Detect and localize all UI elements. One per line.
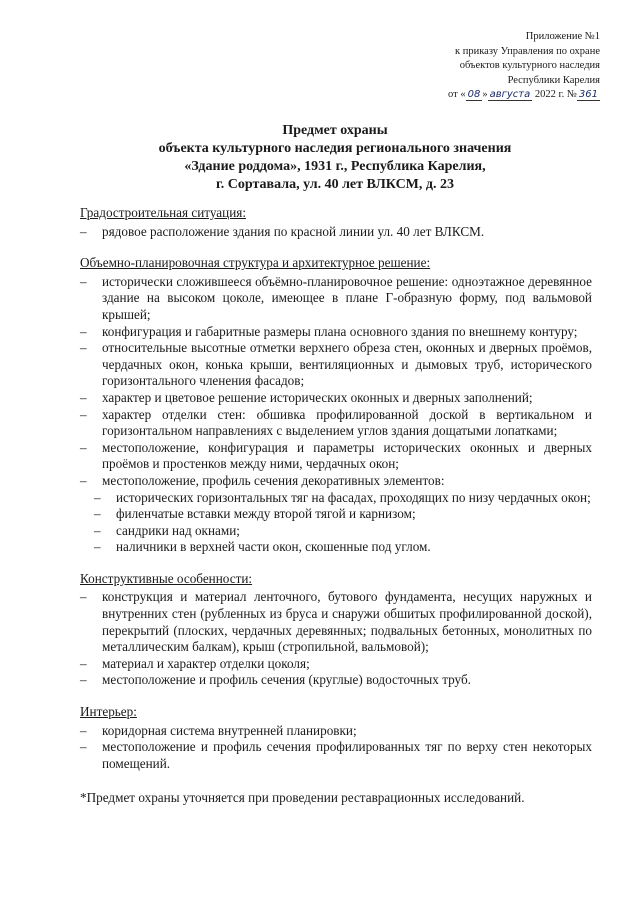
order-number-handwritten: 361	[578, 89, 598, 100]
title-line-2: объекта культурного наследия регионального значения	[158, 141, 512, 156]
list-item: – характер отделки стен: обшивка профилированной доской в вертикальном и горизонтальном направлениях с выделением углов здания дощатыми лопатками;	[80, 407, 592, 440]
list-item: – местоположение и профиль сечения (круглые) водосточных труб.	[80, 672, 592, 689]
section-structural	[80, 571, 592, 689]
list-item: – местоположение, конфигурация и параметры исторических оконных и дверных проёмов и простенков между ними, чердачных окон;	[80, 440, 592, 473]
list-item: – материал и характер отделки цоколя;	[80, 656, 592, 673]
order-date-line	[448, 88, 600, 103]
list-item: – конструкция и материал ленточного, бутового фундамента, несущих наружных и внутренних стен (рубленных из бруса и снаружи обшитых профилированной доской), перекрытий (плоских, чердачных деревянных; подвальных бетонных, монолитных по металлическим балкам), крыш (стропильной, вальмовой);	[80, 589, 592, 655]
footnote: *Предмет охраны уточняется при проведении реставрационных исследований.	[80, 790, 525, 806]
title-line-3: «Здание роддома», 1931 г., Республика Карелия,	[184, 159, 486, 174]
list-item: – исторически сложившееся объёмно-планировочное решение: одноэтажное деревянное здание на высоком цоколе, имеющее в плане Г-образную форму, под вальмовой крышей;	[80, 274, 592, 324]
order-year: 2022 г. №	[534, 89, 577, 100]
item-list	[80, 274, 592, 490]
order-reference: к приказу Управления по охране	[455, 45, 600, 57]
section-volume-planning	[80, 255, 592, 556]
appendix-header	[448, 30, 600, 103]
section-urban-planning	[80, 205, 592, 240]
order-day-handwritten: 08	[467, 89, 481, 100]
section-interior	[80, 704, 592, 772]
sub-item-list	[80, 490, 592, 556]
sub-list-item: – филенчатые вставки между второй тягой и карнизом;	[94, 506, 592, 523]
section-heading: Объемно-планировочная структура и архитектурное решение:	[80, 255, 431, 271]
title-line-1: Предмет охраны	[282, 123, 388, 138]
sub-list-item: – сандрики над окнами;	[94, 523, 592, 540]
item-list	[80, 723, 592, 773]
list-item: – местоположение, профиль сечения декоративных элементов:	[80, 473, 592, 490]
order-reference-line2: объектов культурного наследия	[459, 60, 600, 71]
list-item: – коридорная система внутренней планировки;	[80, 723, 592, 740]
sub-list-item: – исторических горизонтальных тяг на фасадах, проходящих по низу чердачных окон;	[94, 490, 592, 507]
title-line-4: г. Сортавала, ул. 40 лет ВЛКСМ, д. 23	[216, 177, 454, 192]
item-list	[80, 589, 592, 689]
section-heading: Конструктивные особенности:	[80, 570, 253, 586]
list-item: – характер и цветовое решение исторических оконных и дверных заполнений;	[80, 390, 592, 407]
document-title	[110, 122, 560, 194]
list-item: – конфигурация и габаритные размеры плана основного здания по внешнему контуру;	[80, 324, 592, 341]
list-item: – относительные высотные отметки верхнего обреза стен, оконных и дверных проёмов, чердачных окон, конька крыши, вентиляционных и дымовых труб, исторического горизонтального членения фасадов;	[80, 340, 592, 390]
order-reference-line3: Республики Карелия	[507, 74, 600, 86]
section-heading: Интерьер:	[80, 704, 137, 720]
date-prefix: от «	[448, 89, 466, 100]
sub-list-item: – наличники в верхней части окон, скошенные под углом.	[94, 539, 592, 556]
section-heading: Градостроительная ситуация:	[80, 205, 246, 220]
date-mid: »	[482, 89, 488, 100]
item-list	[80, 224, 592, 241]
list-item: – местоположение и профиль сечения профилированных тяг по верху стен некоторых помещений.	[80, 739, 592, 772]
list-item: – рядовое расположение здания по красной линии ул. 40 лет ВЛКСМ.	[80, 224, 592, 241]
document-body	[80, 205, 592, 807]
order-month-handwritten: августа	[489, 89, 531, 100]
appendix-number: Приложение №1	[525, 31, 600, 42]
